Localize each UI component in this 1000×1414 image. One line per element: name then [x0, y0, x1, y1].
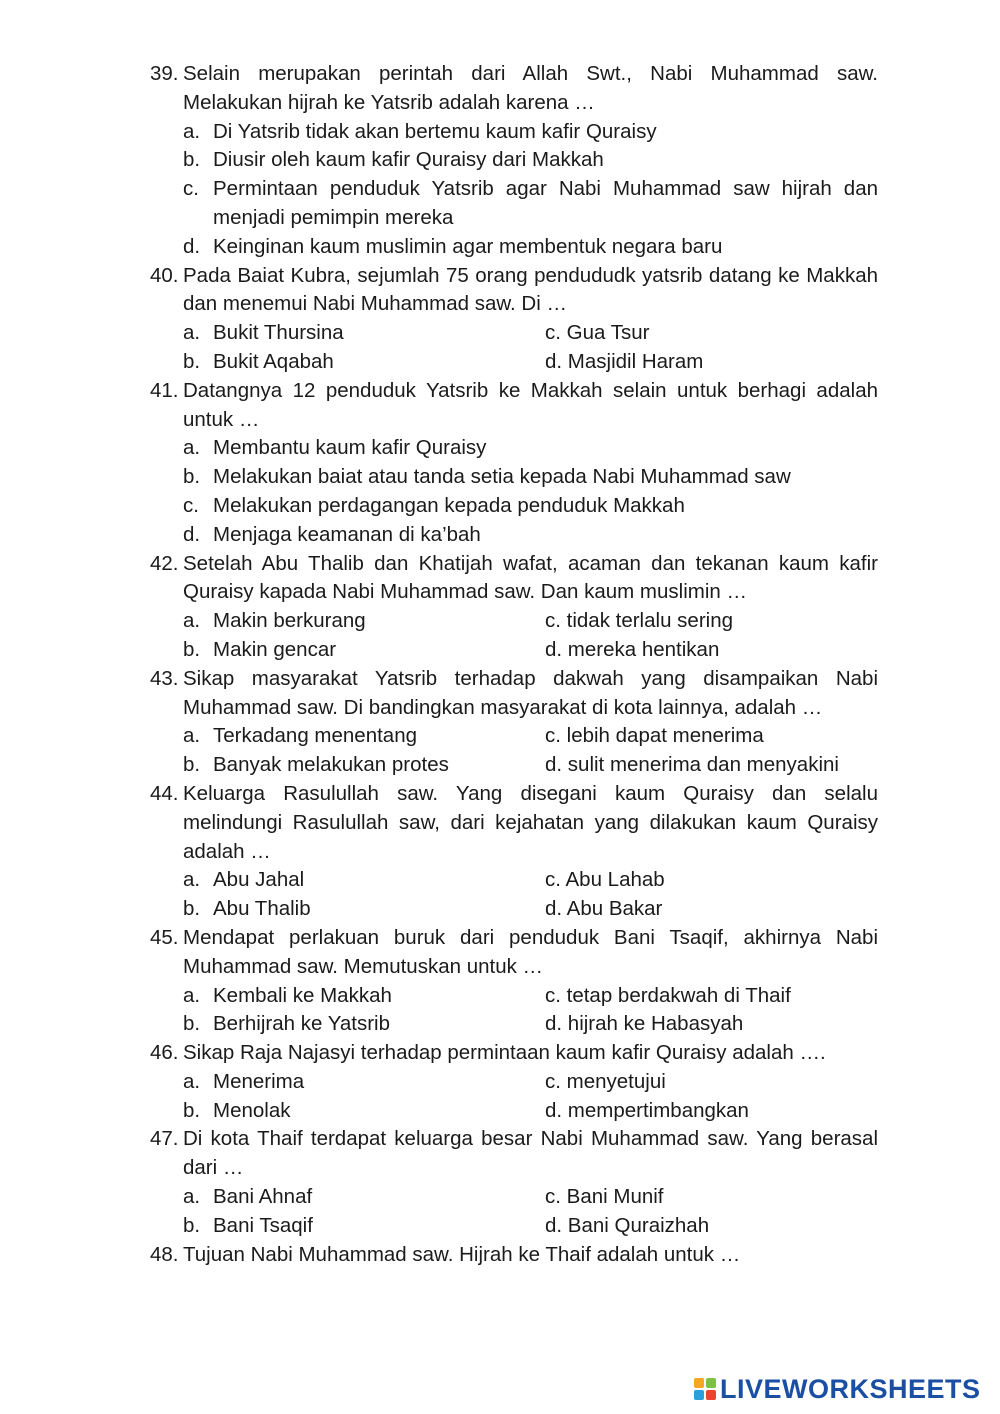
option-text-right: d. mereka hentikan [545, 637, 720, 661]
question-number: 40. [150, 263, 179, 287]
option-text: Bani Ahnaf [213, 1185, 313, 1209]
question [150, 924, 878, 982]
answer-option-row [150, 348, 878, 377]
option-text-right: c. Bani Munif [545, 1185, 664, 1209]
question [150, 377, 878, 435]
option-text-right: c. lebih dapat menerima [545, 724, 764, 748]
question [150, 550, 878, 608]
option-letter: d. [183, 234, 201, 258]
option-text: Melakukan baiat atau tanda setia kepada Nabi Muhammad saw [213, 465, 791, 489]
option-letter: b. [183, 637, 201, 661]
question-block [150, 1125, 878, 1240]
option-letter: b. [183, 465, 201, 489]
option-text: Melakukan perdagangan kepada penduduk Makkah [213, 493, 685, 517]
option-text-right: d. Abu Bakar [545, 897, 663, 921]
question-number: 43. [150, 666, 179, 690]
option-letter: a. [183, 1185, 201, 1209]
worksheet-page [150, 60, 878, 1269]
answer-option-row [150, 1068, 878, 1097]
option-text: Di Yatsrib tidak akan bertemu kaum kafir Quraisy [213, 119, 657, 143]
option-text-right: c. menyetujui [545, 1069, 666, 1093]
option-text: Terkadang menentang [213, 724, 418, 748]
question-block [150, 60, 878, 262]
option-text: Makin gencar [213, 637, 337, 661]
option-letter: a. [183, 868, 201, 892]
option-text-right: d. mempertimbangkan [545, 1098, 749, 1122]
answer-option-row [150, 1010, 878, 1039]
answer-option [150, 492, 878, 521]
answer-option-row [150, 1212, 878, 1241]
option-text: Permintaan penduduk Yatsrib agar Nabi Muhammad saw hijrah dan menjadi pemimpin mereka [213, 177, 878, 229]
option-text-right: c. Gua Tsur [545, 321, 650, 345]
option-text: Bukit Thursina [213, 321, 344, 345]
question-number: 48. [150, 1242, 179, 1266]
option-text: Abu Thalib [213, 897, 311, 921]
answer-option-row [150, 722, 878, 751]
answer-option-row [150, 895, 878, 924]
question-text: Mendapat perlakuan buruk dari penduduk Bani Tsaqif, akhirnya Nabi Muhammad saw. Memutuskan untuk … [183, 925, 878, 978]
question-text: Setelah Abu Thalib dan Khatijah wafat, acaman dan tekanan kaum kafir Quraisy kapada Nabi Muhammad saw. Dan kaum muslimin … [183, 551, 878, 604]
option-letter: b. [183, 148, 201, 172]
question-number: 39. [150, 62, 179, 85]
question-text: Di kota Thaif terdapat keluarga besar Nabi Muhammad saw. Yang berasal dari … [183, 1127, 878, 1180]
answer-option [150, 463, 878, 492]
question-block [150, 1039, 878, 1125]
option-letter: a. [183, 609, 201, 633]
option-letter: a. [183, 724, 201, 748]
option-letter: b. [183, 1012, 201, 1036]
logo-square-1 [694, 1378, 704, 1388]
option-text-right: d. Bani Quraizhah [545, 1213, 710, 1237]
option-text-right: d. Masjidil Haram [545, 349, 704, 373]
option-letter: a. [183, 983, 201, 1007]
question [150, 780, 878, 866]
question-block [150, 550, 878, 665]
answer-option-row [150, 982, 878, 1011]
option-text-right: c. tetap berdakwah di Thaif [545, 983, 791, 1007]
question-block [150, 377, 878, 550]
option-text-right: d. hijrah ke Habasyah [545, 1012, 744, 1036]
question-text: Sikap masyarakat Yatsrib terhadap dakwah yang disampaikan Nabi Muhammad saw. Di bandingkan masyarakat di kota lainnya, adalah … [183, 666, 878, 719]
option-letter: a. [183, 1069, 201, 1093]
option-letter: c. [183, 177, 199, 201]
question [150, 1125, 878, 1183]
option-text: Diusir oleh kaum kafir Quraisy dari Makkah [213, 148, 604, 172]
question [150, 262, 878, 320]
option-text: Bukit Aqabah [213, 349, 334, 373]
option-text-right: d. sulit menerima dan menyakini [545, 753, 839, 777]
option-letter: b. [183, 753, 201, 777]
option-letter: a. [183, 321, 201, 345]
option-text-right: c. tidak terlalu sering [545, 609, 734, 633]
question [150, 665, 878, 723]
question [150, 1039, 878, 1068]
logo-square-2 [706, 1378, 716, 1388]
option-text: Bani Tsaqif [213, 1213, 313, 1237]
brand-name: LIVEWORKSHEETS [720, 1373, 981, 1404]
answer-option [150, 146, 878, 175]
answer-option-row [150, 1183, 878, 1212]
logo-square-4 [706, 1390, 716, 1400]
question-text: Datangnya 12 penduduk Yatsrib ke Makkah selain untuk berhagi adalah untuk … [183, 378, 878, 431]
option-letter: b. [183, 1213, 201, 1237]
question-block [150, 665, 878, 780]
option-text: Berhijrah ke Yatsrib [213, 1012, 390, 1036]
question-number: 46. [150, 1041, 179, 1065]
liveworksheets-logo-icon [694, 1378, 716, 1400]
option-text: Makin berkurang [213, 609, 366, 633]
question-text: Selain merupakan perintah dari Allah Swt., Nabi Muhammad saw. Melakukan hijrah ke Yatsrib adalah karena … [183, 62, 878, 114]
option-text: Menjaga keamanan di ka’bah [213, 522, 481, 546]
answer-option-row [150, 751, 878, 780]
question-block [150, 780, 878, 924]
option-text: Abu Jahal [213, 868, 305, 892]
answer-option-row [150, 1097, 878, 1126]
option-text: Keinginan kaum muslimin agar membentuk negara baru [213, 234, 723, 258]
question-text: Keluarga Rasulullah saw. Yang disegani kaum Quraisy dan selalu melindungi Rasulullah saw, dari kejahatan yang dilakukan kaum Quraisy adalah … [183, 781, 878, 863]
option-text: Banyak melakukan protes [213, 753, 449, 777]
question-block [150, 1241, 878, 1270]
option-letter: a. [183, 436, 201, 460]
question-number: 47. [150, 1127, 179, 1151]
question-number: 45. [150, 925, 179, 949]
option-letter: b. [183, 897, 201, 921]
question-text: Pada Baiat Kubra, sejumlah 75 orang pendududk yatsrib datang ke Makkah dan menemui Nabi Muhammad saw. Di … [183, 263, 878, 316]
option-letter: b. [183, 349, 201, 373]
answer-option-row [150, 866, 878, 895]
question-number: 41. [150, 378, 179, 402]
answer-option [150, 233, 878, 262]
answer-option [150, 521, 878, 550]
question-text: Sikap Raja Najasyi terhadap permintaan kaum kafir Quraisy adalah …. [183, 1041, 826, 1065]
option-letter: b. [183, 1098, 201, 1122]
question-number: 42. [150, 551, 179, 575]
answer-option [150, 434, 878, 463]
answer-option-row [150, 319, 878, 348]
option-text: Menerima [213, 1069, 305, 1093]
question-number: 44. [150, 781, 179, 805]
question-block [150, 924, 878, 1039]
option-letter: c. [183, 493, 199, 517]
answer-option [150, 175, 878, 233]
logo-square-3 [694, 1390, 704, 1400]
option-text: Kembali ke Makkah [213, 983, 392, 1007]
answer-option [150, 118, 878, 147]
question [150, 1241, 878, 1270]
option-text-right: c. Abu Lahab [545, 868, 665, 892]
question-block [150, 262, 878, 377]
option-letter: d. [183, 522, 201, 546]
answer-option-row [150, 607, 878, 636]
answer-option-row [150, 636, 878, 665]
option-letter: a. [183, 119, 201, 143]
liveworksheets-brand [694, 1374, 981, 1404]
option-text: Membantu kaum kafir Quraisy [213, 436, 487, 460]
question [150, 60, 878, 118]
question-text: Tujuan Nabi Muhammad saw. Hijrah ke Thaif adalah untuk … [183, 1242, 741, 1266]
option-text: Menolak [213, 1098, 291, 1122]
